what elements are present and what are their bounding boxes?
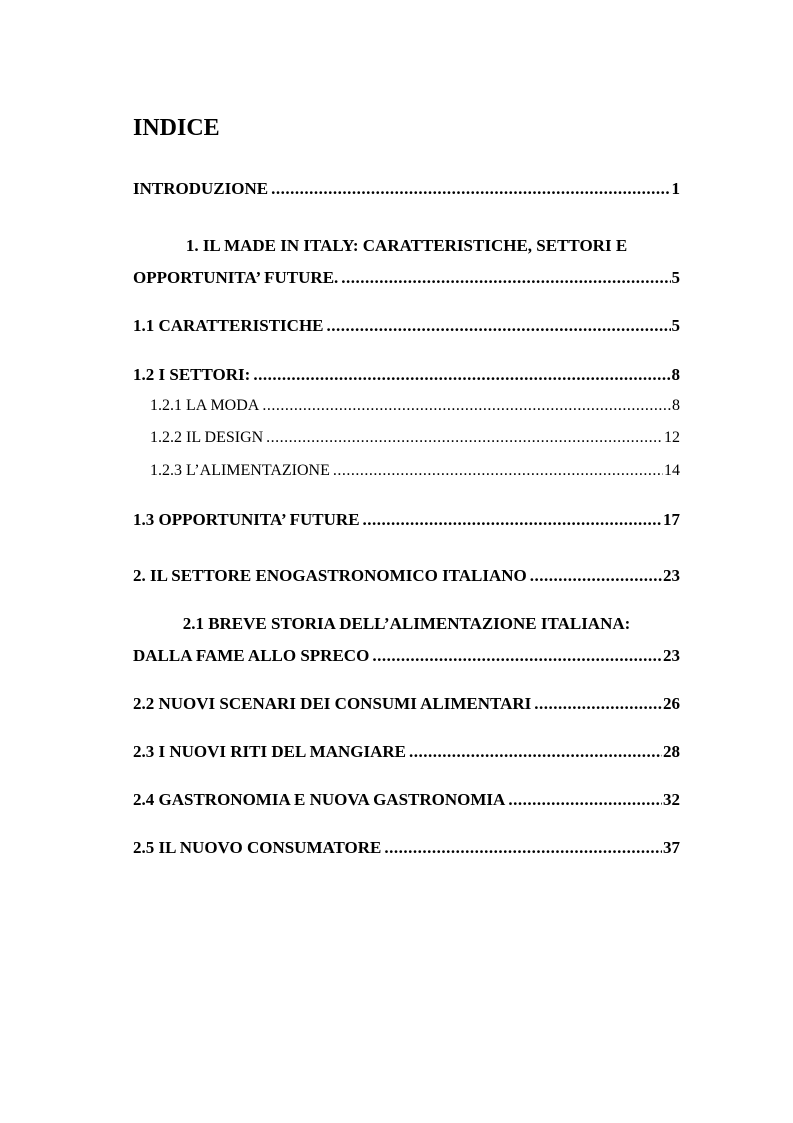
- toc-entry-label: 1.1 CARATTERISTICHE: [133, 316, 324, 335]
- dot-leader: [341, 268, 670, 288]
- toc-entry-page: 8: [671, 365, 680, 384]
- toc-entry-label: 1.2.1 LA MODA: [150, 397, 260, 414]
- toc-entry-label: 2. IL SETTORE ENOGASTRONOMICO ITALIANO: [133, 566, 527, 585]
- toc-entry-label: INTRODUZIONE: [133, 179, 269, 198]
- page-title: INDICE: [133, 115, 220, 141]
- toc-entry-label: 1.2.2 IL DESIGN: [150, 429, 264, 446]
- toc-entry-page: 8: [672, 397, 680, 414]
- dot-leader: [372, 646, 662, 666]
- toc-entry-page: 37: [663, 838, 680, 857]
- toc-entry-page: 28: [663, 742, 680, 761]
- toc-entry-1-1[interactable]: [133, 316, 680, 336]
- dot-leader: [262, 396, 671, 416]
- toc-entry-chapter-1[interactable]: [133, 268, 680, 288]
- toc-entry-2-3[interactable]: [133, 742, 680, 762]
- toc-entry-page: 5: [671, 316, 680, 335]
- dot-leader: [530, 566, 662, 586]
- toc-entry-label: 2.2 NUOVI SCENARI DEI CONSUMI ALIMENTARI: [133, 694, 532, 713]
- toc-entry-1-3[interactable]: [133, 510, 680, 530]
- toc-entry-label: 2.5 IL NUOVO CONSUMATORE: [133, 838, 382, 857]
- toc-entry-page: 14: [664, 462, 680, 479]
- toc-entry-label: DALLA FAME ALLO SPRECO: [133, 646, 370, 665]
- toc-entry-page: 12: [664, 429, 680, 446]
- dot-leader: [384, 838, 662, 858]
- toc-entry-label: OPPORTUNITA’ FUTURE.: [133, 268, 339, 287]
- toc-entry-page: 23: [663, 566, 680, 585]
- toc-entry-page: 17: [663, 510, 680, 529]
- toc-entry-label: 1.2 I SETTORI:: [133, 365, 251, 384]
- toc-entry-label: 2.4 GASTRONOMIA E NUOVA GASTRONOMIA: [133, 790, 506, 809]
- toc-entry-label: 1.2.3 L’ALIMENTAZIONE: [150, 462, 330, 479]
- dot-leader: [333, 461, 663, 481]
- dot-leader: [534, 694, 662, 714]
- toc-entry-1-2-2[interactable]: [133, 428, 680, 448]
- toc-entry-2-4[interactable]: [133, 790, 680, 810]
- dot-leader: [271, 179, 670, 199]
- toc-entry-label: 1.3 OPPORTUNITA’ FUTURE: [133, 510, 360, 529]
- toc-entry-introduzione[interactable]: [133, 179, 680, 199]
- toc-entry-2-1[interactable]: [133, 646, 680, 666]
- toc-entry-page: 26: [663, 694, 680, 713]
- toc-entry-2-5[interactable]: [133, 838, 680, 858]
- toc-entry-1-2-3[interactable]: [133, 461, 680, 481]
- toc-entry-chapter-1-first-line[interactable]: 1. IL MADE IN ITALY: CARATTERISTICHE, SETTORI E: [185, 236, 628, 255]
- dot-leader: [266, 428, 663, 448]
- toc-entry-1-2[interactable]: [133, 365, 680, 385]
- dot-leader: [327, 316, 671, 336]
- dot-leader: [253, 365, 670, 385]
- toc-entry-2-1-first-line[interactable]: 2.1 BREVE STORIA DELL’ALIMENTAZIONE ITALIANA:: [182, 614, 631, 633]
- toc-entry-page: 1: [671, 179, 680, 198]
- toc-entry-label: 2.3 I NUOVI RITI DEL MANGIARE: [133, 742, 406, 761]
- dot-leader: [409, 742, 662, 762]
- toc-entry-page: 23: [663, 646, 680, 665]
- toc-entry-page: 5: [671, 268, 680, 287]
- dot-leader: [363, 510, 662, 530]
- toc-entry-2-2[interactable]: [133, 694, 680, 714]
- dot-leader: [508, 790, 662, 810]
- toc-entry-1-2-1[interactable]: [133, 396, 680, 416]
- toc-entry-page: 32: [663, 790, 680, 809]
- toc-entry-chapter-2[interactable]: [133, 566, 680, 586]
